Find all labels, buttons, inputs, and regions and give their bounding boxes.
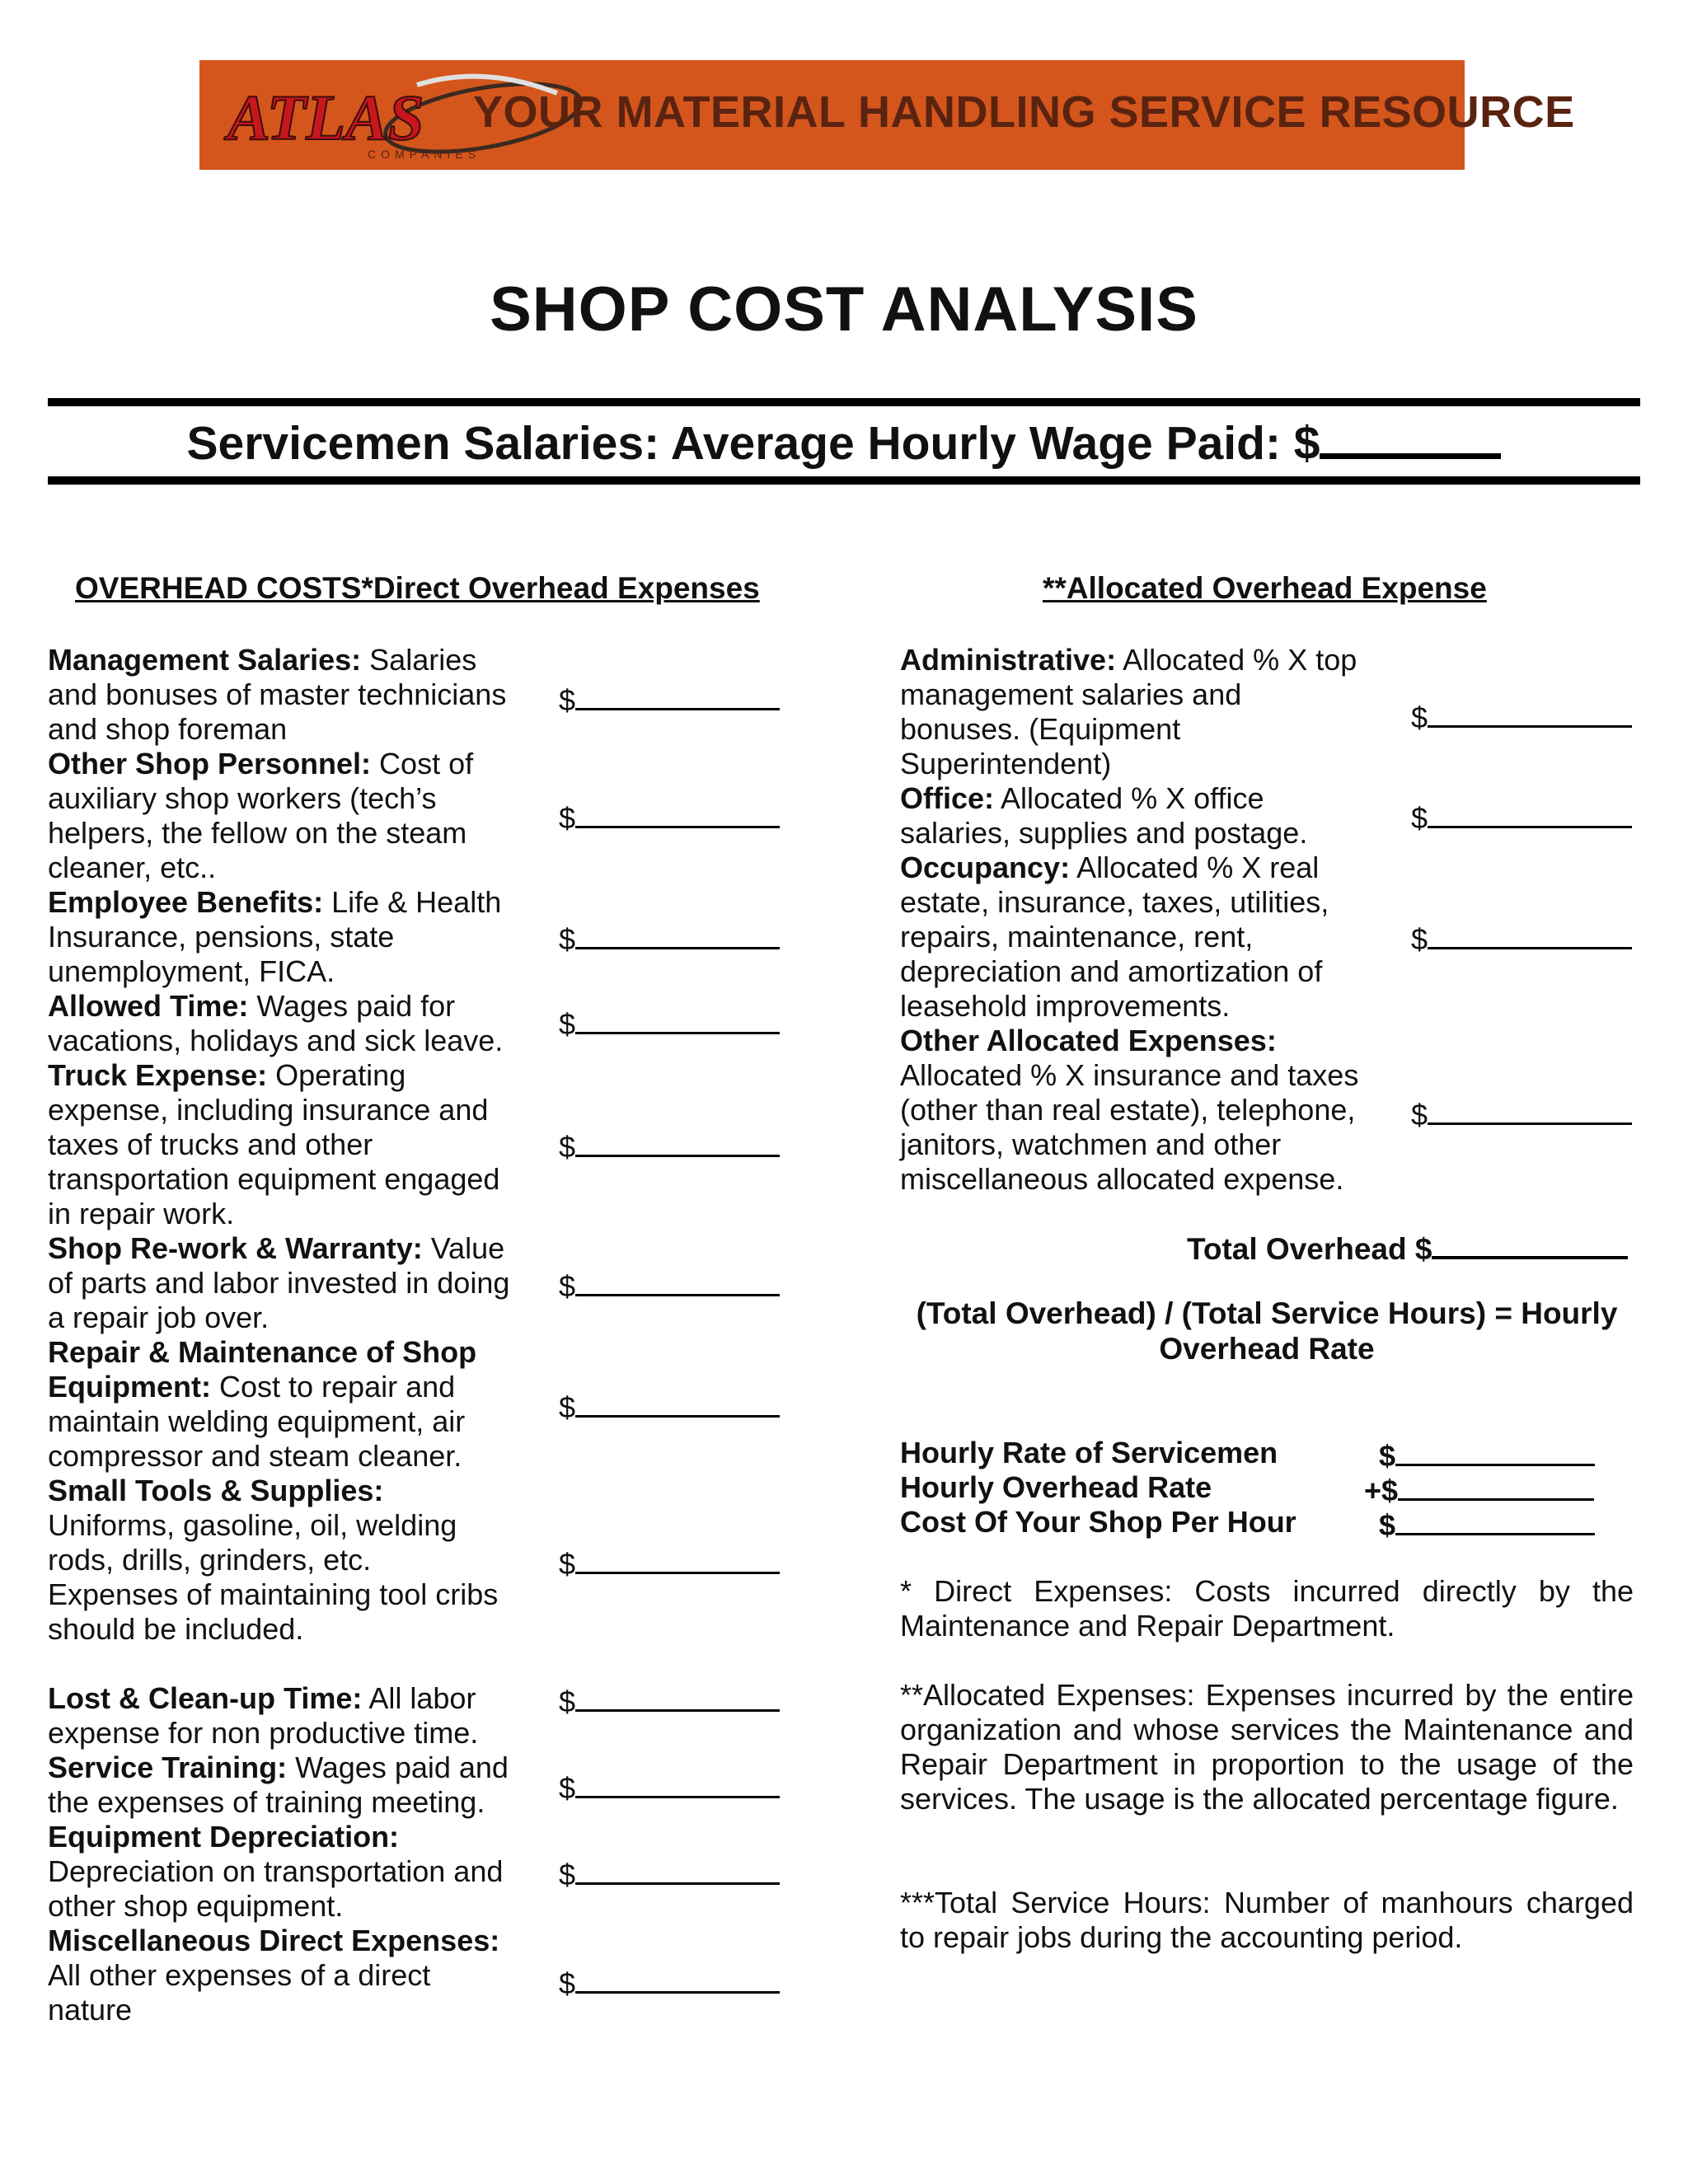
expense-item-text	[900, 851, 1329, 1024]
expense-item-line: of parts and labor invested in doing	[48, 1266, 510, 1300]
expense-item-line: Lost & Clean-up Time: All labor	[48, 1681, 476, 1715]
expense-item-title: Administrative:	[900, 643, 1117, 677]
expense-item-text	[48, 747, 473, 885]
amount-blank[interactable]	[559, 1963, 780, 2001]
footnote: * Direct Expenses: Costs incurred directly by the Maintenance and Repair Department.	[900, 1574, 1634, 1643]
rate-label: Cost Of Your Shop Per Hour	[900, 1505, 1296, 1539]
expense-item-line	[900, 1024, 1358, 1058]
amount-blank[interactable]	[1411, 798, 1632, 836]
expense-item-line: janitors, watchmen and other	[900, 1127, 1282, 1161]
expense-item-line: Other Shop Personnel: Cost of	[48, 747, 474, 780]
expense-item-line: bonuses. (Equipment	[900, 712, 1181, 746]
expense-item-line: depreciation and amortization of	[900, 954, 1323, 988]
expense-item-title: Allowed Time:	[48, 989, 249, 1023]
amount-blank-line[interactable]	[575, 1854, 780, 1885]
left-column-heading: OVERHEAD COSTS*Direct Overhead Expenses	[75, 571, 760, 605]
expense-item-text	[48, 1474, 498, 1647]
expense-item-text	[48, 1681, 478, 1750]
expense-item-text	[900, 781, 1307, 851]
page-title: SHOP COST ANALYSIS	[490, 274, 1198, 344]
dollar-sign: $	[559, 1966, 576, 2000]
expense-item-line: Office: Allocated % X office	[900, 781, 1264, 815]
expense-item-text	[48, 1924, 499, 2027]
expense-item-text	[48, 1820, 503, 1924]
dollar-sign: $	[559, 801, 576, 835]
dollar-sign: $	[559, 1130, 576, 1164]
amount-blank[interactable]	[559, 798, 780, 836]
expense-item-line: auxiliary shop workers (tech’s	[48, 781, 437, 815]
expense-item-title: Equipment:	[48, 1370, 211, 1404]
amount-blank[interactable]	[559, 1387, 780, 1425]
rate-blank-line[interactable]	[1395, 1436, 1595, 1466]
amount-blank-line[interactable]	[575, 1768, 780, 1798]
amount-blank[interactable]	[1411, 697, 1632, 735]
amount-blank-line[interactable]	[575, 1127, 780, 1157]
expense-item-title: Other Shop Personnel:	[48, 747, 372, 780]
expense-item-title: Management Salaries:	[48, 643, 362, 677]
expense-item-title: Equipment Depreciation:	[48, 1820, 400, 1854]
amount-blank-line[interactable]	[575, 1266, 780, 1296]
expense-item-line: should be included.	[48, 1612, 304, 1646]
expense-item-line: and shop foreman	[48, 712, 288, 746]
expense-item-line: other shop equipment.	[48, 1889, 344, 1923]
amount-blank[interactable]	[559, 1768, 780, 1806]
expense-item-line: Insurance, pensions, state	[48, 920, 395, 954]
expense-item-line: Employee Benefits: Life & Health	[48, 885, 502, 919]
expense-item-line: nature	[48, 1993, 133, 2027]
rate-prefix: $	[1379, 1508, 1396, 1542]
expense-item-line: transportation equipment engaged	[48, 1162, 500, 1196]
logo-wordmark: ATLAS	[227, 82, 424, 153]
wage-line	[0, 412, 1688, 471]
amount-blank-line[interactable]	[575, 1544, 780, 1574]
rate-label: Hourly Rate of Servicemen	[900, 1436, 1278, 1469]
expense-item-line: cleaner, etc..	[48, 851, 217, 884]
banner-tagline: YOUR MATERIAL HANDLING SERVICE RESOURCE	[473, 87, 1575, 137]
expense-item-line: Service Training: Wages paid and	[48, 1750, 509, 1784]
wage-input-blank[interactable]	[1320, 412, 1501, 459]
footnote: **Allocated Expenses: Expenses incurred by the entire organization and whose services the Maintenance and Repair Department in proportion to the usage of the services. The usage is the allocated percentage figure.	[900, 1678, 1634, 1816]
amount-blank-line[interactable]	[575, 680, 780, 710]
expense-item-title: Occupancy:	[900, 851, 1071, 884]
rate-blank-line[interactable]	[1395, 1505, 1595, 1535]
expense-item-title: Other Allocated Expenses:	[900, 1024, 1277, 1057]
expense-item-title: Truck Expense:	[48, 1058, 268, 1092]
expense-item-line: the expenses of training meeting.	[48, 1785, 485, 1819]
expense-item-line: Depreciation on transportation and	[48, 1854, 504, 1888]
amount-blank-line[interactable]	[575, 798, 780, 828]
amount-blank-line[interactable]	[575, 919, 780, 949]
expense-item-line: (other than real estate), telephone,	[900, 1093, 1356, 1127]
amount-blank-line[interactable]	[1428, 1094, 1632, 1125]
amount-blank-line[interactable]	[1428, 697, 1632, 728]
expense-item-line: Occupancy: Allocated % X real	[900, 851, 1320, 884]
expense-item-title: Small Tools & Supplies:	[48, 1474, 384, 1507]
amount-blank[interactable]	[559, 1681, 780, 1719]
footnote: ***Total Service Hours: Number of manhours charged to repair jobs during the accounting period.	[900, 1886, 1634, 1954]
expense-item-line: estate, insurance, taxes, utilities,	[900, 885, 1329, 919]
amount-blank[interactable]	[559, 1004, 780, 1042]
header-banner	[199, 60, 1575, 170]
amount-blank[interactable]	[559, 1266, 780, 1304]
expense-item-line	[48, 1474, 498, 1508]
expense-item-line: miscellaneous allocated expense.	[900, 1162, 1344, 1196]
expense-item-line: a repair job over.	[48, 1301, 270, 1334]
rate-blank[interactable]	[1364, 1470, 1594, 1508]
amount-blank[interactable]	[559, 919, 780, 957]
dollar-sign: $	[559, 1547, 576, 1581]
expense-item-line: compressor and steam cleaner.	[48, 1439, 462, 1473]
overhead-formula: (Total Overhead) / (Total Service Hours) = Hourly Overhead Rate	[916, 1296, 1618, 1366]
expense-item-line: Management Salaries: Salaries	[48, 643, 477, 677]
dollar-sign: $	[1411, 922, 1428, 956]
dollar-sign: $	[1411, 701, 1428, 734]
dollar-sign: $	[1411, 801, 1428, 835]
amount-blank[interactable]	[559, 1544, 780, 1582]
expense-item-text	[48, 1335, 476, 1474]
amount-blank-line[interactable]	[575, 1387, 780, 1418]
bottom-rule	[48, 476, 1640, 485]
expense-item-line	[48, 1924, 499, 1958]
expense-item-line: management salaries and	[900, 677, 1242, 711]
amount-blank[interactable]	[559, 1854, 780, 1892]
amount-blank-line[interactable]	[1428, 919, 1632, 949]
rate-blank-line[interactable]	[1398, 1470, 1594, 1501]
expense-item-line: Administrative: Allocated % X top	[900, 643, 1357, 677]
rate-blank[interactable]	[1379, 1436, 1595, 1474]
dollar-sign: $	[559, 683, 576, 717]
expense-item-line	[48, 1820, 503, 1854]
expense-item-line: and bonuses of master technicians	[48, 677, 507, 711]
expense-item-line: vacations, holidays and sick leave.	[48, 1024, 504, 1057]
amount-blank-line[interactable]	[575, 1004, 780, 1034]
expense-item-line: Superintendent)	[900, 747, 1112, 780]
dollar-sign: $	[559, 922, 576, 956]
expense-item-line: expense, including insurance and	[48, 1093, 489, 1127]
rate-prefix: $	[1379, 1439, 1396, 1473]
expense-item-title: Shop Re-work & Warranty:	[48, 1231, 423, 1265]
expense-item-line: leasehold improvements.	[900, 989, 1231, 1023]
rate-label: Hourly Overhead Rate	[900, 1470, 1212, 1504]
amount-blank-line[interactable]	[575, 1963, 780, 1994]
expense-item-text	[900, 643, 1357, 781]
expense-item-text	[48, 885, 501, 989]
amount-blank[interactable]	[559, 1127, 780, 1165]
expense-item-text	[48, 989, 503, 1058]
expense-item-line: Allocated % X insurance and taxes	[900, 1058, 1359, 1092]
expense-item-line: maintain welding equipment, air	[48, 1404, 466, 1438]
expense-item-line: taxes of trucks and other	[48, 1127, 373, 1161]
expense-item-title: Repair & Maintenance of Shop	[48, 1335, 477, 1369]
expense-item-text	[48, 643, 506, 747]
expense-item-text	[48, 1231, 509, 1335]
expense-item-line: repairs, maintenance, rent,	[900, 920, 1254, 954]
amount-blank[interactable]	[1411, 1094, 1632, 1132]
expense-item-line: rods, drills, grinders, etc.	[48, 1543, 372, 1577]
dollar-sign: $	[559, 1685, 576, 1718]
expense-item-text	[48, 1058, 499, 1231]
amount-blank-line[interactable]	[1428, 798, 1632, 828]
total-overhead-blank[interactable]	[1432, 1228, 1628, 1259]
expense-item-title: Miscellaneous Direct Expenses:	[48, 1924, 500, 1957]
expense-item-line: Expenses of maintaining tool cribs	[48, 1577, 499, 1611]
rate-prefix: +$	[1364, 1474, 1399, 1507]
dollar-sign: $	[559, 1269, 576, 1303]
expense-item-line: Shop Re-work & Warranty: Value	[48, 1231, 505, 1265]
expense-item-title: Employee Benefits:	[48, 885, 324, 919]
amount-blank-line[interactable]	[575, 1681, 780, 1712]
dollar-sign: $	[1411, 1098, 1428, 1132]
expense-item-line: in repair work.	[48, 1197, 235, 1230]
rate-blank[interactable]	[1379, 1505, 1595, 1543]
expense-item-line: All other expenses of a direct	[48, 1958, 431, 1992]
total-overhead-row	[1187, 1228, 1628, 1267]
expense-item-line: expense for non productive time.	[48, 1716, 479, 1750]
dollar-sign: $	[559, 1858, 576, 1891]
expense-item-title: Office:	[900, 781, 995, 815]
expense-item-line: Allowed Time: Wages paid for	[48, 989, 456, 1023]
expense-item-line	[48, 1335, 476, 1370]
logo-subtext: COMPANIES	[368, 148, 481, 161]
amount-blank[interactable]	[559, 680, 780, 718]
expense-item-line: Truck Expense: Operating	[48, 1058, 406, 1092]
expense-item-line: salaries, supplies and postage.	[900, 816, 1308, 850]
amount-blank[interactable]	[1411, 919, 1632, 957]
expense-item-title: Service Training:	[48, 1750, 288, 1784]
expense-item-line: Equipment: Cost to repair and	[48, 1370, 456, 1404]
expense-item-line: Uniforms, gasoline, oil, welding	[48, 1508, 457, 1542]
expense-item-text	[48, 1750, 509, 1820]
dollar-sign: $	[559, 1771, 576, 1805]
expense-item-text	[900, 1024, 1358, 1197]
dollar-sign: $	[559, 1007, 576, 1041]
wage-label: Servicemen Salaries: Average Hourly Wage Paid: $	[186, 417, 1320, 470]
dollar-sign: $	[559, 1390, 576, 1424]
expense-item-line: helpers, the fellow on the steam	[48, 816, 467, 850]
right-column-heading: **Allocated Overhead Expense	[1043, 571, 1487, 605]
total-overhead-label: Total Overhead $	[1187, 1232, 1432, 1266]
expense-item-title: Lost & Clean-up Time:	[48, 1681, 363, 1715]
expense-item-line: unemployment, FICA.	[48, 954, 335, 988]
top-rule	[48, 398, 1640, 406]
